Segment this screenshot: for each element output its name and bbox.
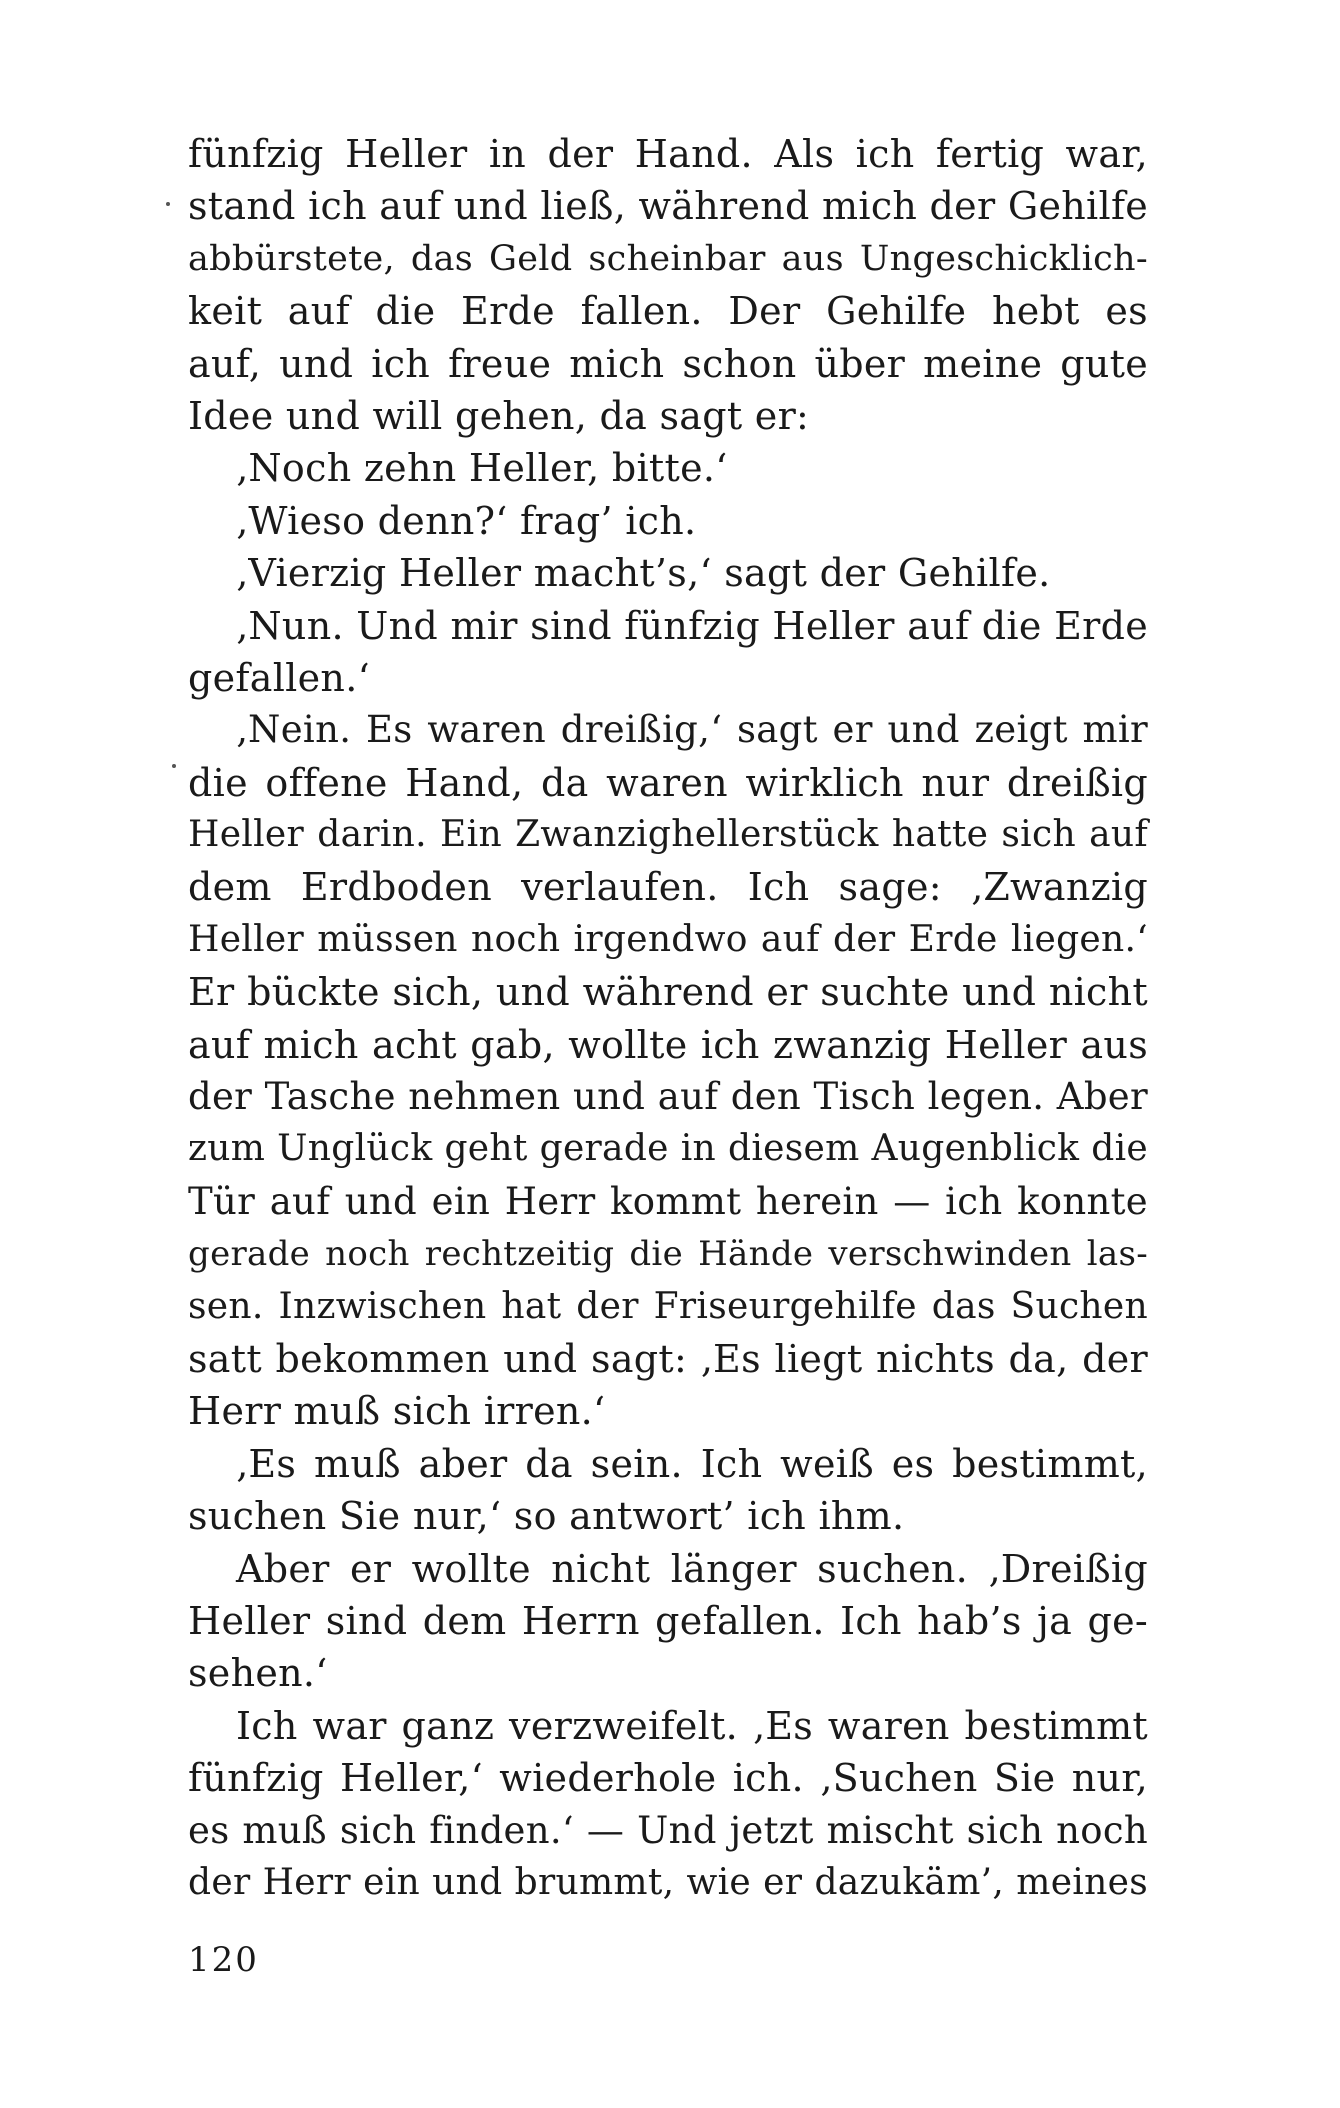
text-line: satt bekommen und sagt: ‚Es liegt nichts da, der: [188, 1336, 1148, 1381]
body-text: [188, 128, 1148, 1909]
text-line: der Tasche nehmen und auf den Tisch legen. Aber: [188, 1075, 1148, 1119]
text-line: Heller darin. Ein Zwanzighellerstück hatte sich auf: [188, 814, 1148, 856]
text-line: suchen Sie nur,‘ so antwort’ ich ihm.: [188, 1494, 905, 1539]
text-line: auf mich acht gab, wollte ich zwanzig Heller aus: [188, 1022, 1148, 1067]
text-line: fünfzig Heller,‘ wiederhole ich. ‚Suchen Sie nur,: [188, 1756, 1148, 1801]
text-line: sen. Inzwischen hat der Friseurgehilfe das Suchen: [188, 1285, 1148, 1327]
text-line: keit auf die Erde fallen. Der Gehilfe hebt es: [188, 289, 1148, 334]
text-line: ‚Vierzig Heller macht’s,‘ sagt der Gehilfe.: [236, 551, 1051, 596]
text-line: die offene Hand, da waren wirklich nur dreißig: [188, 760, 1148, 805]
text-line: Idee und will gehen, da sagt er:: [188, 393, 810, 438]
text-line: Herr muß sich irren.‘: [188, 1389, 606, 1434]
text-line: Ich war ganz verzweifelt. ‚Es waren bestimmt: [236, 1703, 1148, 1748]
print-speck: [172, 764, 176, 768]
text-line: ‚Wieso denn?‘ frag’ ich.: [236, 498, 697, 543]
text-line: Heller müssen noch irgendwo auf der Erde liegen.‘: [188, 918, 1148, 960]
text-line: zum Unglück geht gerade in diesem Augenblick die: [188, 1128, 1148, 1170]
page-number: 120: [188, 1940, 259, 1980]
text-line: sehen.‘: [188, 1651, 328, 1696]
text-line: der Herr ein und brummt, wie er dazukäm’, meines: [188, 1861, 1148, 1903]
text-line: ‚Nun. Und mir sind fünfzig Heller auf die Erde: [236, 603, 1148, 648]
text-line: stand ich auf und ließ, während mich der Gehilfe: [188, 184, 1149, 229]
text-line: auf, und ich freue mich schon über meine gute: [188, 341, 1148, 386]
text-line: ‚Nein. Es waren dreißig,‘ sagt er und zeigt mir: [236, 708, 1148, 752]
text-line: Er bückte sich, und während er suchte und nicht: [188, 970, 1148, 1015]
text-line: Aber er wollte nicht länger suchen. ‚Dreißig: [236, 1546, 1148, 1591]
text-line: es muß sich finden.‘ — Und jetzt mischt sich noch: [188, 1808, 1148, 1852]
text-line: Tür auf und ein Herr kommt herein — ich konnte: [188, 1179, 1148, 1223]
text-line: Heller sind dem Herrn gefallen. Ich hab’s ja ge-: [188, 1598, 1148, 1643]
text-line: abbürstete, das Geld scheinbar aus Ungeschicklich-: [188, 238, 1148, 279]
text-line: gefallen.‘: [188, 655, 370, 700]
text-line: dem Erdboden verlaufen. Ich sage: ‚Zwanzig: [188, 865, 1148, 910]
text-line: ‚Noch zehn Heller, bitte.‘: [236, 446, 728, 491]
print-speck: [166, 202, 170, 206]
text-line: gerade noch rechtzeitig die Hände verschwinden las-: [188, 1234, 1148, 1275]
text-line: fünfzig Heller in der Hand. Als ich fertig war,: [188, 132, 1148, 176]
text-line: ‚Es muß aber da sein. Ich weiß es bestimmt,: [236, 1441, 1148, 1486]
